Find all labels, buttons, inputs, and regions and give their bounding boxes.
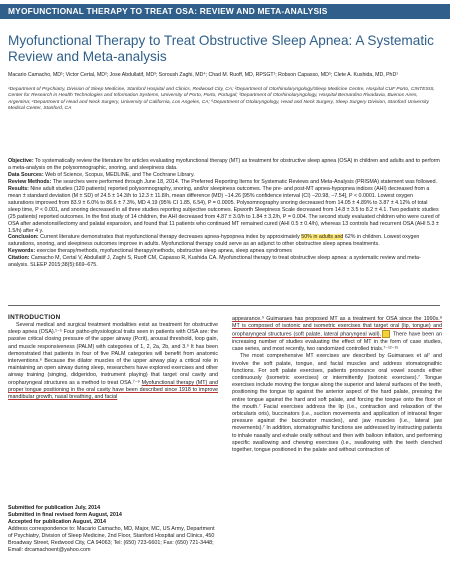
- intro-paragraph: appearance.⁹ Guimaraes has proposed MT as a treatment for OSA since the 1990s.⁸ MT is composed of isotonic and isometric exercises that target oral (lip, tongue) and oropharyngeal structures (soft palate, lateral pharyngeal wall). There have been an increasing number of studies evaluating the effect of MT in the form of case studies, case series, and most recently, two randomized controlled trials.⁷⁻¹²⁻¹⁵: [232, 316, 442, 353]
- intro-paragraph: Several medical and surgical treatment modalities exist as treatment for obstructive sleep apnea (OSA).¹⁻⁵ Four patho-physiological traits seen in patients with OSA are: the passive critical closing pressure of the upper airway (Pcrit), arousal threshold, loop gain, and muscle responsiveness (PALM) with categories of 1, 2, 2a, 2b, and 3.⁶ It has been demonstrated that patients in four of five PALM categories will benefit from anatomic interventions.⁶ Because the dilator muscles of the upper airway play a critical role in maintaining an open airway during sleep, researchers have explored exercises and other airway training (singing, didgeridoo, instrument playing) that target oral cavity and oropharyngeal structures as a method to treat OSA.⁷⁻⁹ Myofunctional therapy (MT) and proper tongue positioning in the oral cavity have been described since 1918 to improve mandibular growth, nasal breathing, and facial: [8, 322, 219, 401]
- affiliations: ¹Department of Psychiatry, Division of Sleep Medicine, Stanford Hospital and Clinics, Redwood City, CA; ²Department of Otorhinolaryngology/Sleep Medicine Centre, Hospital CUF Porto, CINTESIS, Center for Research in Health Technologies and Information Systems, University of Porto, Porto, Portugal; ³Department of Otorhinolaryngology, Hospital Bernardino Rivadavia, Buenos Aires, Argentina; ⁴Department of Head and Neck Surgery, University of California, Los Angeles, CA; ⁵Department of Otolaryngology, Head and Neck Surgery, Sleep Surgery Division, Stanford University Medical Center, Stanford, CA: [8, 87, 435, 111]
- correspondence-address: Address correspondence to: Macario Camacho, MD, Major, MC, US Army, Department of Psychiatry, Division of Sleep Medicine, 2nd Floor, Stanford Hospital and Clinics, 450 Broadway Street, Redwood City, CA 94063; Tel: (650) 723-6601; Fax: (650) 721-3448; Email: drcamachoent@yahoo.com: [8, 526, 215, 553]
- underlined-text[interactable]: appearance.⁹ Guimaraes has proposed MT as a treatment for OSA since the 1990s.⁸ MT is composed of isotonic and isometric exercises that target oral (lip, tongue) and oropharyngeal structures (soft palate, lateral pharyngeal wall).: [232, 316, 442, 338]
- section-heading-introduction: INTRODUCTION: [8, 314, 61, 321]
- highlighted-text[interactable]: 50% in adults and: [301, 234, 344, 241]
- submission-info: Submitted for publication July, 2014 Submitted in final revised form August, 2014 Accepted for publication August, 2014 Address correspondence to: Macario Camacho, MD, Major, MC, US Army, Department of Psychiatry, Division of Sleep Medicine, 2nd Floor, Stanford Hospital and Clinics, 450 Broadway Street, Redwood City, CA 94063; Tel: (650) 723-6601; Fax: (650) 721-3448; Email: drcamachoent@yahoo.com: [8, 505, 218, 554]
- intro-paragraph: The most comprehensive MT exercises are described by Guimaraes et al⁷ and involve the soft palate, tongue, and facial muscles and address stomatognathic functions. For soft palate exercises, patients pronounce oral vowel sounds either continuously (isometric exercises) or intermittently (isotonic exercises).⁷ Tongue exercises include moving the tongue along the superior and lateral surfaces of the teeth, positioning the tongue tip against the anterior aspect of the hard palate, pressing the entire tongue against the hard and soft palate, and forcing the tongue onto the floor of the mouth.⁷ Facial exercises address the lip (i.e., contraction and relaxation of the orbicularis oris), buccinators (i.e., suction movements and application of intraoral finger pressure against the buccinator muscles), and jaw muscles (i.e., lateral jaw movements).⁷ In addition, stomatognathic functions are addressed by instructing patients to inhale nasally and exhale orally without and then with balloon inflation, and performing specific swallowing and chewing exercises (i.e., swallowing with the teeth clenched together, tongue positioned in the palate and without contraction of: [232, 353, 442, 454]
- sticky-note-icon[interactable]: [382, 330, 390, 338]
- section-divider: [8, 305, 440, 306]
- abstract-conclusion: Conclusion: Current literature demonstrates that myofunctional therapy decreases apnea-hypopnea index by approximately 50% in adults and 62% in children. Lowest oxygen saturations, snoring, and sleepiness outcomes improve in adults. Myofunctional therapy could serve as an adjunct to other obstructive sleep apnea treatments.: [8, 234, 420, 248]
- abstract-results: Results: Nine adult studies (120 patients) reported polysomnography, snoring, and/or sleepiness outcomes. The pre- and post-MT apnea-hypopnea indices (AHI) decreased from a mean ± standard deviation (M ± SD) of 24.5 ± 14.3/h to 12.3 ± 11.8/h, mean difference (MD) −14.26 [95% confidence interval (CI) −20.98, −7.54], P < 0.0001. Lowest oxygen saturations improved from 83.9 ± 6.0% to 86.6 ± 7.3%, MD 4.19 (95% CI 1.85, 6.54), P = 0.0005. Polysomnography snoring decreased from 14.05 ± 4.89% to 3.87 ± 4.12% of total sleep time, P < 0.001, and snoring decreased in all three studies reporting subjective outcomes. Epworth Sleepiness Scale decreased from 14.8 ± 3.5 to 8.2 ± 4.1. Two pediatric studies (25 patients) reported outcomes. In the first study of 14 children, the AHI decreased from 4.87 ± 3.0/h to 1.84 ± 3.2/h, P = 0.004. The second study evaluated children who were cured of OSA after adenotonsillectomy and palatal expansion, and found that 11 patients who continued MT remained cured (AHI 0.5 ± 0.4/h), whereas 13 controls had recurrent OSA (AHI 5.3 ± 1.5/h) after 4 y.: [8, 185, 440, 234]
- intro-column-right: [232, 316, 442, 454]
- intro-column-left: [8, 322, 218, 401]
- abstract: [8, 158, 440, 269]
- journal-banner: MYOFUNCTIONAL THERAPY TO TREAT OSA: REVIEW AND META-ANALYSIS: [0, 4, 450, 19]
- abstract-citation: Citation: Camacho M, Certal V, Abdullatif J, Zaghi S, Ruoff CM, Capasso R, Kushida CA. Myofunctional therapy to treat obstructive sleep apnea: a systematic review and meta-analysis. SLEEP 2015;38(5):669–675.: [8, 255, 421, 269]
- article-title: Myofunctional Therapy to Treat Obstructive Sleep Apnea: A Systematic Review and Meta-analysis: [8, 33, 434, 64]
- underlined-text[interactable]: Myofunctional therapy (MT) and proper tongue positioning in the oral cavity have been described since 1918 to improve mandibular growth, nasal breathing, and facial: [8, 379, 218, 401]
- abstract-methods: Review Methods: The searches were performed through June 18, 2014. The Preferred Reporting Items for Systematic Reviews and Meta-Analysis (PRISMA) statement was followed.: [8, 178, 438, 185]
- abstract-sources: Data Sources: Web of Science, Scopus, MEDLINE, and The Cochrane Library.: [8, 171, 195, 178]
- abstract-keywords: Keywords: exercise therapy/methods, myofunctional therapy/methods, obstructive sleep apnea, sleep apnea syndromes: [8, 248, 292, 255]
- author-list: Macario Camacho, MD¹; Victor Certal, MD²; Jose Abdullatif, MD³; Soroush Zaghi, MD⁴; Chad M. Ruoff, MD, RPSGT¹; Robson Capasso, MD⁵; Clete A. Kushida, MD, PhD¹: [8, 72, 398, 78]
- abstract-objective: Objective: To systematically review the literature for articles evaluating myofunctional therapy (MT) as treatment for obstructive sleep apnea (OSA) in children and adults and to perform a meta-analysis on the polysomnographic, snoring, and sleepiness data.: [8, 158, 440, 171]
